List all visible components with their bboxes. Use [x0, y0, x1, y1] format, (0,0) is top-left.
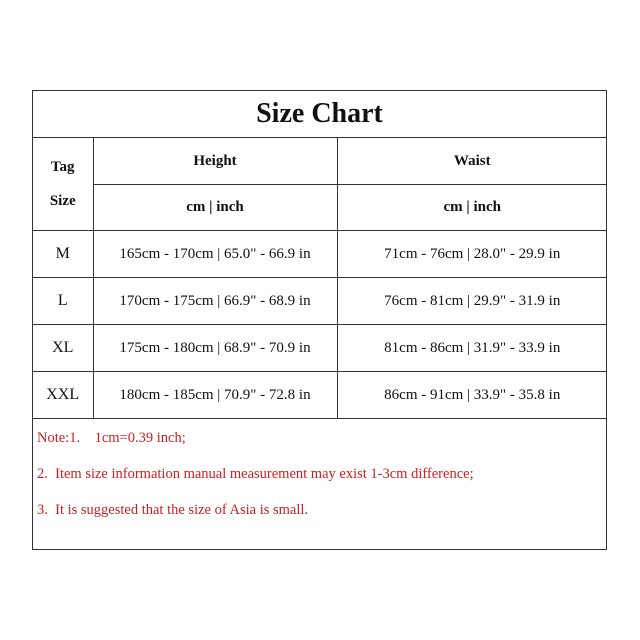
- size-cell: L: [33, 278, 93, 325]
- chart-title: Size Chart: [33, 91, 606, 138]
- waist-cell: 76cm - 81cm | 29.9" - 31.9 in: [337, 278, 607, 325]
- size-cell: M: [33, 231, 93, 278]
- waist-cell: 86cm - 91cm | 33.9" - 35.8 in: [337, 372, 607, 419]
- unit-row: [33, 185, 607, 231]
- waist-unit-header: cm | inch: [337, 185, 607, 231]
- tag-header-line2: Size: [49, 193, 76, 209]
- waist-header: Waist: [337, 138, 607, 185]
- table-row: [33, 231, 607, 278]
- height-unit-header: cm | inch: [93, 185, 337, 231]
- tag-size-header: [33, 138, 93, 231]
- waist-cell: 81cm - 86cm | 31.9" - 33.9 in: [337, 325, 607, 372]
- table-row: [33, 325, 607, 372]
- table-row: [33, 278, 607, 325]
- size-table: [33, 138, 607, 419]
- note-asia-size: 3. It is suggested that the size of Asia is small.: [37, 502, 309, 518]
- height-cell: 175cm - 180cm | 68.9" - 70.9 in: [93, 325, 337, 372]
- height-cell: 180cm - 185cm | 70.9" - 72.8 in: [93, 372, 337, 419]
- height-cell: 165cm - 170cm | 65.0" - 66.9 in: [93, 231, 337, 278]
- note-conversion: Note:1. 1cm=0.39 inch;: [37, 430, 186, 446]
- size-cell: XXL: [33, 372, 93, 419]
- waist-cell: 71cm - 76cm | 28.0" - 29.9 in: [337, 231, 607, 278]
- height-header: Height: [93, 138, 337, 185]
- size-cell: XL: [33, 325, 93, 372]
- size-chart: [32, 90, 607, 550]
- height-cell: 170cm - 175cm | 66.9" - 68.9 in: [93, 278, 337, 325]
- table-row: [33, 372, 607, 419]
- tag-header-line1: Tag: [50, 159, 75, 175]
- header-row: [33, 138, 607, 185]
- notes-section: [37, 429, 597, 537]
- note-measurement: 2. Item size information manual measurement may exist 1-3cm difference;: [37, 466, 474, 482]
